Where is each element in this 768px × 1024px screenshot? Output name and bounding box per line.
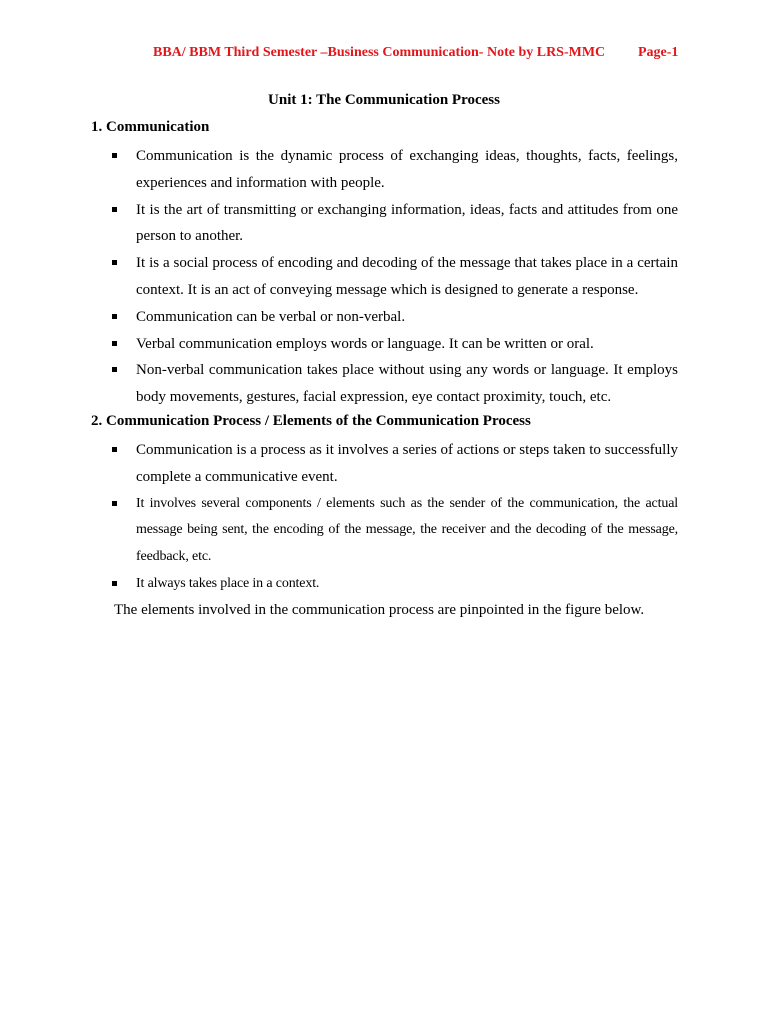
square-bullet-icon [112,260,117,265]
section-2-bullet-list [112,437,678,598]
list-item-text: Non-verbal communication takes place without using any words or language. It employs body movements, gestures, facial expression, eye contact proximity, touch, etc. [136,362,678,406]
list-item-text: It is the art of transmitting or exchanging information, ideas, facts and attitudes from one person to another. [136,201,678,245]
list-item-text: Communication is a process as it involves a series of actions or steps taken to successfully complete a communicative event. [136,442,678,485]
list-item-text: Communication is the dynamic process of exchanging ideas, thoughts, facts, feelings, experiences and information with people. [136,148,678,191]
unit-title: Unit 1: The Communication Process [268,92,500,108]
square-bullet-icon [112,447,117,452]
square-bullet-icon [112,581,117,586]
list-item [112,197,678,251]
list-item [112,357,678,411]
list-item [112,331,678,358]
list-item [112,491,678,571]
square-bullet-icon [112,314,117,319]
list-item [112,250,678,304]
section-1-bullet-list [112,143,678,411]
header-page-number: Page-1 [638,45,679,60]
square-bullet-icon [112,207,117,212]
list-item [112,304,678,331]
list-item [112,437,678,491]
list-item-text: It is a social process of encoding and decoding of the message that takes place in a certain context. It is an act of conveying message which is designed to generate a response. [136,255,678,298]
list-item [112,571,678,598]
closing-paragraph: The elements involved in the communication process are pinpointed in the figure below. [114,602,645,618]
list-item-text: It involves several components / elements such as the sender of the communication, the actual message being sent, the encoding of the message, the receiver and the decoding of the message, feedback, etc. [136,495,678,565]
square-bullet-icon [112,367,117,372]
square-bullet-icon [112,341,117,346]
list-item-text: It always takes place in a context. [136,575,320,591]
header-title: BBA/ BBM Third Semester –Business Communication- Note by LRS-MMC [153,45,606,60]
list-item [112,143,678,197]
square-bullet-icon [112,153,117,158]
section-heading-communication: 1. Communication [91,119,210,135]
section-heading-communication-process: 2. Communication Process / Elements of the Communication Process [91,413,531,429]
square-bullet-icon [112,501,117,506]
list-item-text: Communication can be verbal or non-verbal. [136,308,406,325]
page-header [0,45,768,65]
list-item-text: Verbal communication employs words or language. It can be written or oral. [136,335,594,352]
